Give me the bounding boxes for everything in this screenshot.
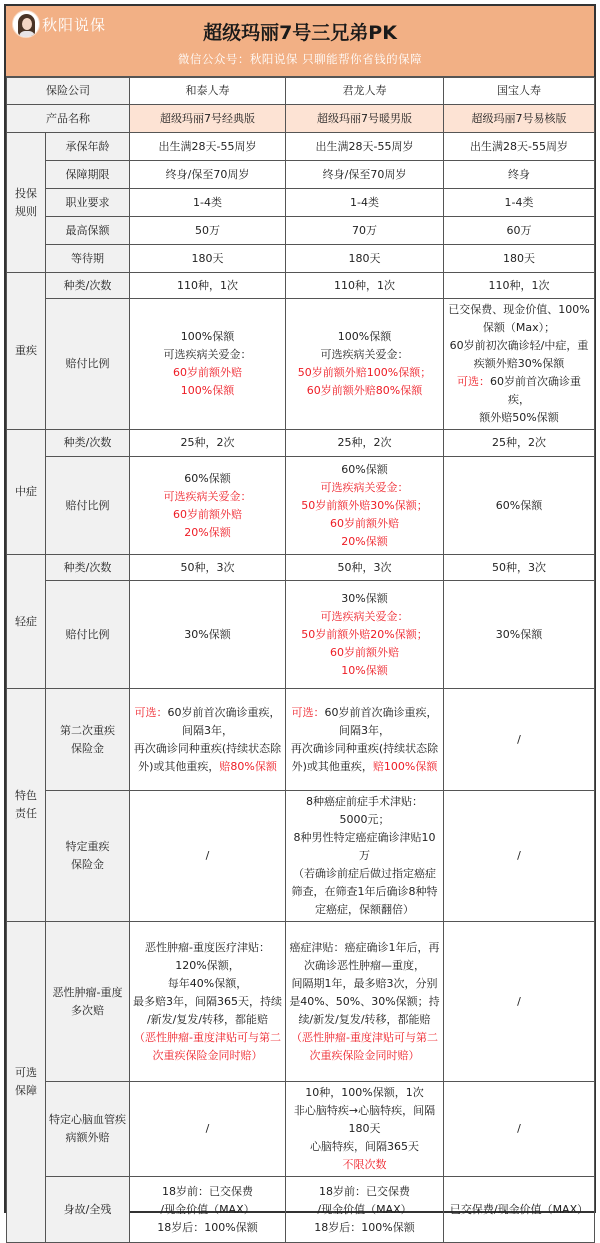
row-label: 职业要求 (46, 189, 130, 217)
table-row (7, 430, 595, 457)
company-cell: 君龙人寿 (286, 78, 444, 105)
cell: 已交保费、现金价值、100% 保额（Max）； 60岁前初次确诊轻/中症，重 疾额外赔30%保额 可选：60岁前首次确诊重疾， 额外赔50%保额 (444, 299, 595, 430)
table-row (7, 922, 595, 1082)
row-label: 承保年龄 (46, 133, 130, 161)
cell: 恶性肿瘤-重度医疗津贴： 120%保额， 每年40%保额， 最多赔3年，间隔365天，持续 /新发/复发/转移，都能赔 （恶性肿瘤-重度津贴可与第二 次重疾保险金同时赔） (130, 922, 286, 1082)
category-rules: 投保规则 (7, 133, 46, 273)
cell: / (130, 791, 286, 922)
cell: 1-4类 (444, 189, 595, 217)
cell: 50种，3次 (286, 555, 444, 581)
cell: 60%保额 可选疾病关爱金： 60岁前额外赔 20%保额 (130, 457, 286, 555)
cell: 50种，3次 (444, 555, 595, 581)
cell: 25种，2次 (286, 430, 444, 457)
row-label: 种类/次数 (46, 273, 130, 299)
category-moderate: 中症 (7, 430, 46, 555)
product-cell: 超级玛丽7号暖男版 (286, 105, 444, 133)
company-cell: 和泰人寿 (130, 78, 286, 105)
cell: 出生满28天-55周岁 (130, 133, 286, 161)
comparison-sheet (4, 4, 596, 1234)
cell: 110种，1次 (130, 273, 286, 299)
row-label: 等待期 (46, 245, 130, 273)
category-optional: 可选保障 (7, 922, 46, 1243)
cell: 30%保额 可选疾病关爱金： 50岁前额外赔20%保额； 60岁前额外赔 10%保额 (286, 581, 444, 689)
cell: 25种，2次 (130, 430, 286, 457)
company-row (7, 78, 595, 105)
cell: 110种，1次 (286, 273, 444, 299)
table-row (7, 273, 595, 299)
cell: 180天 (444, 245, 595, 273)
category-critical: 重疾 (7, 273, 46, 430)
cell: / (130, 1082, 286, 1177)
header-banner (6, 6, 594, 77)
row-label: 身故/全残 (46, 1177, 130, 1243)
table-row (7, 555, 595, 581)
cell: 30%保额 (130, 581, 286, 689)
table-row (7, 581, 595, 689)
table-row (7, 689, 595, 791)
row-label: 特定心脑血管疾 病额外赔 (46, 1082, 130, 1177)
cell: 180天 (130, 245, 286, 273)
row-label: 种类/次数 (46, 555, 130, 581)
category-mild: 轻症 (7, 555, 46, 689)
cell: / (444, 689, 595, 791)
row-label: 特定重疾 保险金 (46, 791, 130, 922)
cell: 已交保费/现金价值（MAX） (444, 1177, 595, 1243)
cell: / (444, 922, 595, 1082)
cell: / (444, 1082, 595, 1177)
row-label: 恶性肿瘤-重度 多次赔 (46, 922, 130, 1082)
category-special: 特色责任 (7, 689, 46, 922)
cell: 60%保额 (444, 457, 595, 555)
cell: 18岁前：已交保费 /现金价值（MAX） 18岁后：100%保额 (286, 1177, 444, 1243)
cell: 25种，2次 (444, 430, 595, 457)
cell: 110种，1次 (444, 273, 595, 299)
cell: 1-4类 (130, 189, 286, 217)
cell: 100%保额 可选疾病关爱金： 50岁前额外赔100%保额； 60岁前额外赔80%保额 (286, 299, 444, 430)
row-label: 赔付比例 (46, 457, 130, 555)
table-row (7, 245, 595, 273)
cell: 出生满28天-55周岁 (444, 133, 595, 161)
cell: 60%保额 可选疾病关爱金： 50岁前额外赔30%保额； 60岁前额外赔 20%保额 (286, 457, 444, 555)
table-row (7, 299, 595, 430)
cell: 可选：60岁前首次确诊重疾， 间隔3年， 再次确诊同种重疾(持续状态除 外)或其他重疾，赔80%保额 (130, 689, 286, 791)
cell: 终身/保至70周岁 (286, 161, 444, 189)
cell: 出生满28天-55周岁 (286, 133, 444, 161)
cell: 终身/保至70周岁 (130, 161, 286, 189)
cell: 50种，3次 (130, 555, 286, 581)
cell: 终身 (444, 161, 595, 189)
row-label: 最高保额 (46, 217, 130, 245)
row-label: 第二次重疾 保险金 (46, 689, 130, 791)
cell: 18岁前：已交保费 /现金价值（MAX） 18岁后：100%保额 (130, 1177, 286, 1243)
product-cell: 超级玛丽7号易核版 (444, 105, 595, 133)
table-row (7, 133, 595, 161)
company-cell: 国宝人寿 (444, 78, 595, 105)
cell: 8种癌症前症手术津贴： 5000元； 8种男性特定癌症确诊津贴10万 （若确诊前症后做过指定癌症 筛查，在筛查1年后确诊8种特 定癌症，保额翻倍） (286, 791, 444, 922)
company-label: 保险公司 (7, 78, 130, 105)
cell: / (444, 791, 595, 922)
cell: 70万 (286, 217, 444, 245)
cell: 30%保额 (444, 581, 595, 689)
cell: 180天 (286, 245, 444, 273)
cell: 100%保额 可选疾病关爱金： 60岁前额外赔 100%保额 (130, 299, 286, 430)
comparison-table (6, 77, 595, 1243)
table-row (7, 1082, 595, 1177)
table-row (7, 217, 595, 245)
cell: 60万 (444, 217, 595, 245)
row-label: 赔付比例 (46, 581, 130, 689)
cell: 癌症津贴：癌症确诊1年后，再 次确诊恶性肿瘤—重度， 间隔期1年，最多赔3次，分别 是40%、50%、30%保额；持 续/新发/复发/转移，都能赔 （恶性肿瘤-重度津贴可与第二 次重疾保险金同时赔） (286, 922, 444, 1082)
cell: 10种，100%保额，1次 非心脑特疾→心脑特疾，间隔 180天 心脑特疾，间隔365天 不限次数 (286, 1082, 444, 1177)
row-label: 赔付比例 (46, 299, 130, 430)
cell: 50万 (130, 217, 286, 245)
table-row (7, 189, 595, 217)
page-subtitle: 微信公众号：秋阳说保 只聊能帮你省钱的保障 (177, 52, 423, 66)
table-row (7, 161, 595, 189)
row-label: 种类/次数 (46, 430, 130, 457)
product-row (7, 105, 595, 133)
cell: 可选：60岁前首次确诊重疾， 间隔3年， 再次确诊同种重疾(持续状态除 外)或其他重疾，赔100%保额 (286, 689, 444, 791)
row-label: 保障期限 (46, 161, 130, 189)
product-label: 产品名称 (7, 105, 130, 133)
cell: 1-4类 (286, 189, 444, 217)
product-cell: 超级玛丽7号经典版 (130, 105, 286, 133)
brand-name: 秋阳说保 (42, 15, 107, 34)
table-row (7, 791, 595, 922)
table-row (7, 1177, 595, 1243)
table-row (7, 457, 595, 555)
page-title: 超级玛丽7号三兄弟PK (203, 22, 397, 44)
